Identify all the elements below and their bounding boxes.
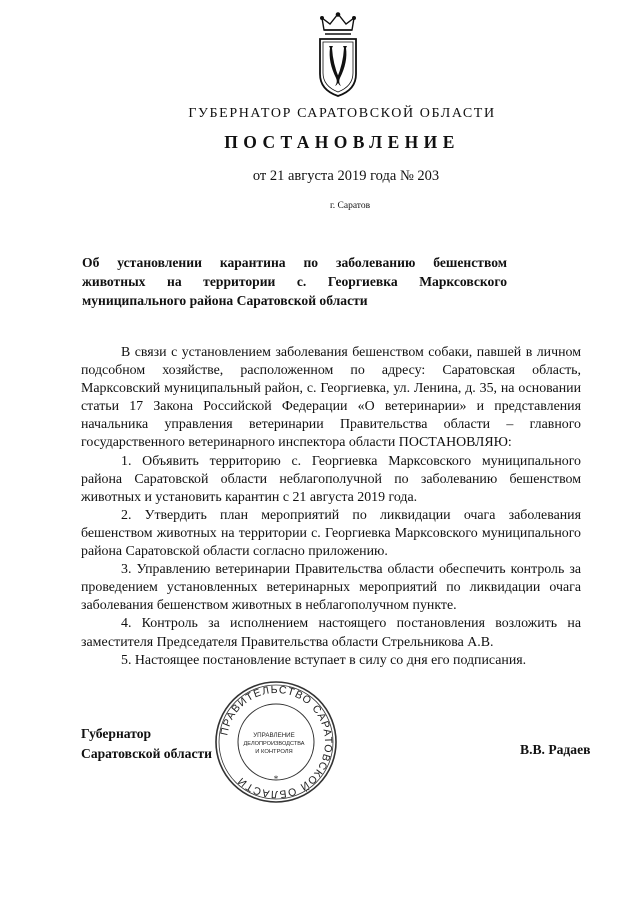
stamp-inner-line-2: ДЕЛОПРОИЗВОДСТВА — [243, 741, 305, 747]
authority-title: ГУБЕРНАТОР САРАТОВСКОЙ ОБЛАСТИ — [188, 106, 496, 121]
saratov-coat-of-arms-icon — [314, 12, 362, 98]
subject-line-3: муниципального района Саратовской области — [82, 293, 368, 308]
clause-2: 2. Утвердить план мероприятий по ликвидации очага заболевания бешенством животных на территории с. Георгиевка Марксовского муниципального района Саратовской области согласно приложению. — [81, 507, 581, 560]
subject-line-2: животных на территории с. Георгиевка Марксовского — [82, 274, 507, 289]
clause-3: 3. Управлению ветеринарии Правительства области обеспечить контроль за проведением установленных ветеринарных мероприятий по ликвидации очага заболевания бешенством животных в неблагополучном пункте. — [81, 562, 581, 614]
preamble-paragraph: В связи с установлением заболевания бешенством собаки, павшей в личном подсобном хозяйстве, расположенном по адресу: Саратовская область, Марксовский муниципальный район, с. Георгиевка, ул. Ленина, д. 35, на основании статьи 17 Закона Российской Федерации «О ветеринарии» и представления начальника управления ветеринарии Правительства области – главного государственного ветеринарного инспектора области ПОСТАНОВЛЯЮ: — [81, 345, 581, 451]
subject-line-1: Об установлении карантина по заболеванию бешенством — [82, 255, 507, 270]
stamp-inner-line-1: УПРАВЛЕНИЕ — [253, 732, 295, 739]
position-line-1: Губернатор — [81, 726, 152, 741]
svg-text:*: * — [273, 774, 279, 784]
clause-5: 5. Настоящее постановление вступает в силу со дня его подписания. — [121, 652, 527, 668]
date-number: от 21 августа 2019 года № 203 — [252, 168, 440, 184]
document-type: ПОСТАНОВЛЕНИЕ — [224, 132, 460, 152]
signatory-position — [81, 724, 212, 764]
stamp-inner-line-3: И КОНТРОЛЯ — [255, 749, 293, 755]
position-line-2: Саратовской области — [81, 746, 213, 761]
signatory-name: В.В. Радаев — [520, 742, 591, 757]
document-body — [81, 344, 581, 670]
official-stamp — [214, 680, 338, 804]
document-subject — [82, 253, 507, 310]
clause-4: 4. Контроль за исполнением настоящего постановления возложить на заместителя Председателя Правительства области Стрельникова А.В. — [81, 616, 581, 650]
city: г. Саратов — [329, 201, 371, 211]
clause-1: 1. Объявить территорию с. Георгиевка Марксовского муниципального района Саратовской области неблагополучной по заболеванию бешенством животных и установить карантин с 21 августа 2019 года. — [81, 453, 581, 505]
stamp-outer-text: ПРАВИТЕЛЬСТВО САРАТОВСКОЙ ОБЛАСТИ — [218, 683, 335, 801]
